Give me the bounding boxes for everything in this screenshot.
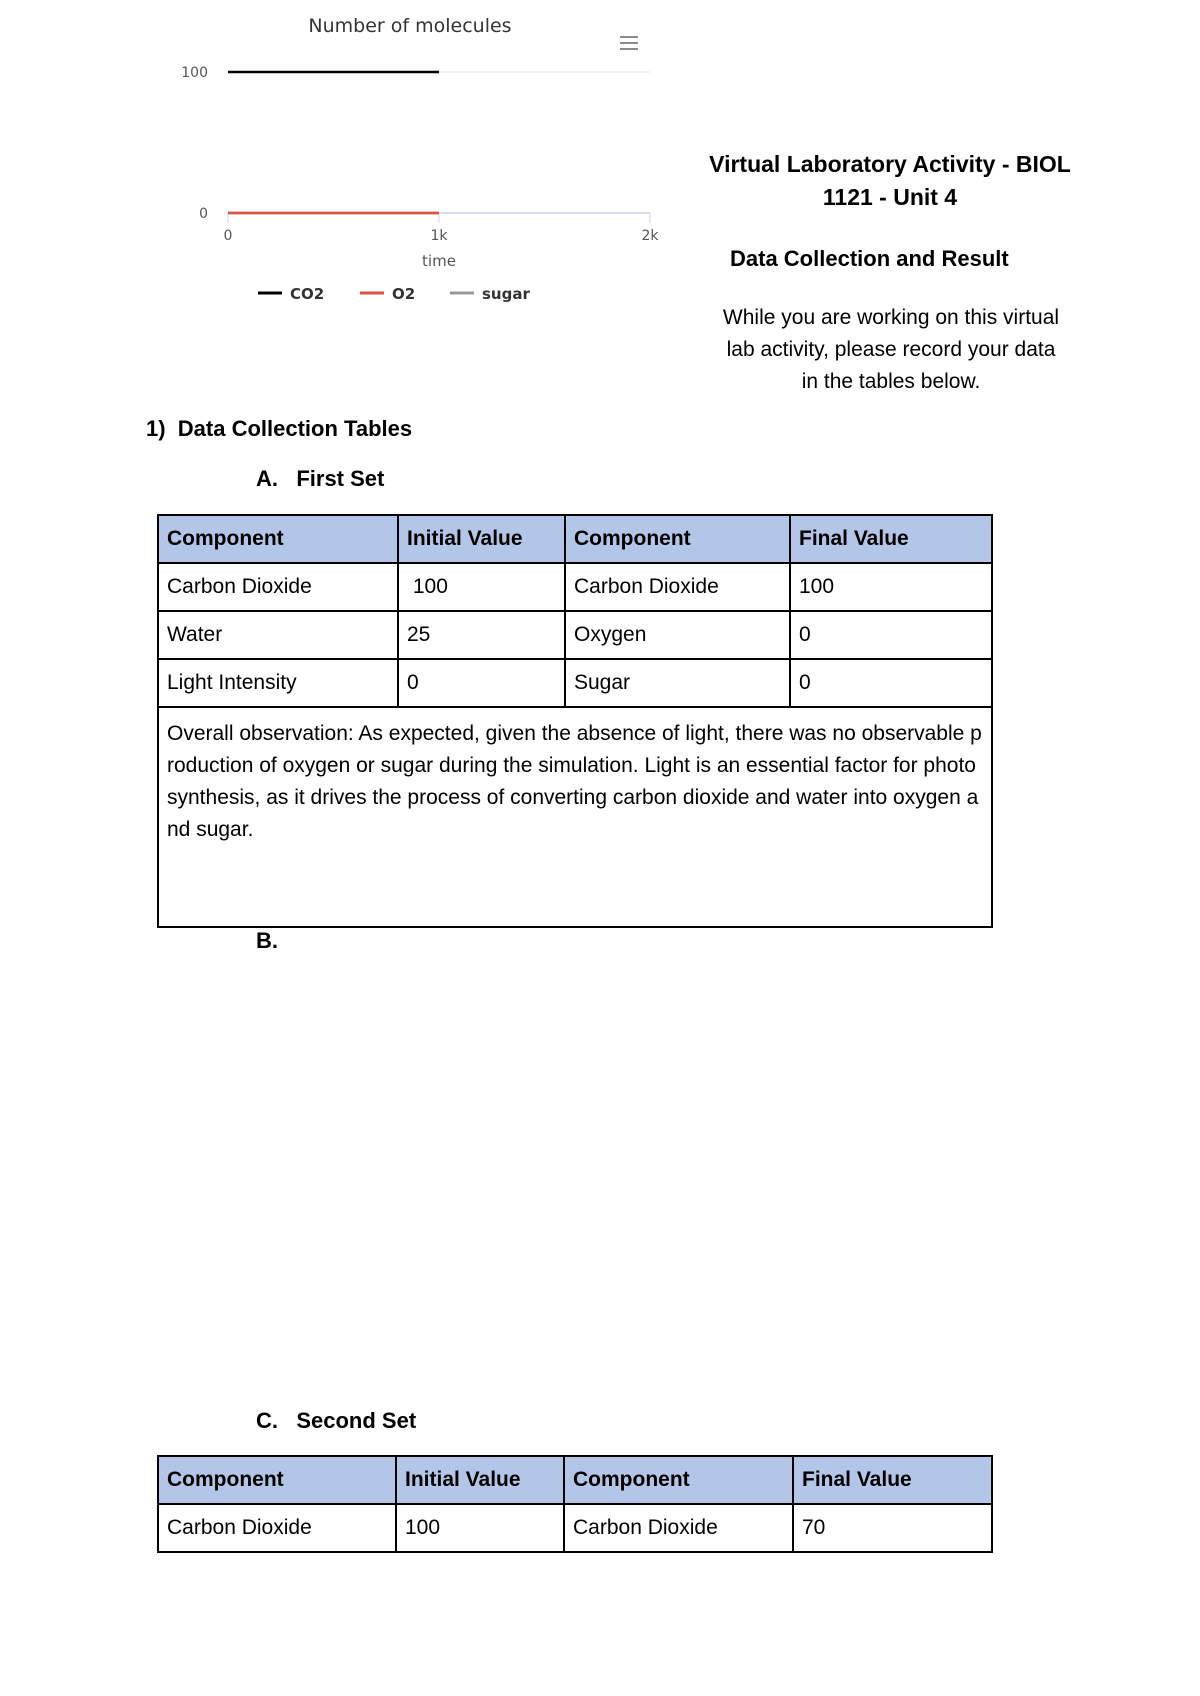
x-tick-label: 0 bbox=[223, 228, 233, 244]
table-cell: 100 bbox=[790, 563, 992, 611]
table-header-row bbox=[158, 1456, 992, 1504]
header-initial-value: Initial Value bbox=[398, 515, 565, 563]
legend-label-sugar: sugar bbox=[482, 285, 530, 303]
first-set-table bbox=[157, 514, 993, 928]
table-row bbox=[158, 1504, 992, 1552]
document-intro: While you are working on this virtual lab activity, please record your data in the tables below. bbox=[722, 306, 1060, 393]
x-tick-label: 2k bbox=[641, 228, 659, 244]
table-cell: Carbon Dioxide bbox=[158, 1504, 396, 1552]
table-cell: 0 bbox=[790, 659, 992, 707]
header-component: Component bbox=[565, 515, 790, 563]
table-row bbox=[158, 563, 992, 611]
set-c-label: C. Second Set bbox=[256, 1408, 417, 1433]
table-cell: Oxygen bbox=[565, 611, 790, 659]
document-subtitle: Data Collection and Result bbox=[730, 246, 1009, 271]
header-component: Component bbox=[564, 1456, 793, 1504]
table-cell: Carbon Dioxide bbox=[564, 1504, 793, 1552]
set-b-label: B. bbox=[256, 928, 278, 953]
table-cell: Carbon Dioxide bbox=[158, 563, 398, 611]
header-component: Component bbox=[158, 1456, 396, 1504]
legend-label-o2: O2 bbox=[392, 285, 416, 303]
document-title: Virtual Laboratory Activity - BIOL 1121 - Unit 4 bbox=[709, 151, 1071, 210]
table-row bbox=[158, 611, 992, 659]
table-cell: 70 bbox=[793, 1504, 992, 1552]
x-tick-label: 1k bbox=[430, 228, 448, 244]
y-tick-label: 100 bbox=[181, 65, 208, 81]
set-a-label: A. First Set bbox=[256, 466, 385, 491]
hamburger-menu-icon[interactable] bbox=[620, 37, 638, 49]
table-row bbox=[158, 659, 992, 707]
chart-title: Number of molecules bbox=[308, 15, 512, 37]
header-final-value: Final Value bbox=[790, 515, 992, 563]
header-final-value: Final Value bbox=[793, 1456, 992, 1504]
x-axis-label: time bbox=[422, 252, 456, 270]
table-cell: 100 bbox=[398, 563, 565, 611]
table-cell: 100 bbox=[396, 1504, 564, 1552]
table-cell: 25 bbox=[398, 611, 565, 659]
table-header-row bbox=[158, 515, 992, 563]
table-cell: 0 bbox=[790, 611, 992, 659]
molecules-chart bbox=[160, 10, 660, 310]
legend-label-co2: CO2 bbox=[290, 285, 325, 303]
second-set-table bbox=[157, 1455, 993, 1553]
header-component: Component bbox=[158, 515, 398, 563]
y-tick-label: 0 bbox=[199, 206, 208, 222]
table-cell: Light Intensity bbox=[158, 659, 398, 707]
section-heading: 1) Data Collection Tables bbox=[146, 416, 413, 441]
table-cell: Water bbox=[158, 611, 398, 659]
observation-text: Overall observation: As expected, given the absence of light, there was no observable production of oxygen or sugar during the simulation. Light is an essential factor for photosynthesis, as it drives the process of converting carbon dioxide and water into oxygen and sugar. bbox=[158, 707, 992, 927]
table-cell: 0 bbox=[398, 659, 565, 707]
table-cell: Sugar bbox=[565, 659, 790, 707]
table-cell: Carbon Dioxide bbox=[565, 563, 790, 611]
header-initial-value: Initial Value bbox=[396, 1456, 564, 1504]
observation-row bbox=[158, 707, 992, 927]
